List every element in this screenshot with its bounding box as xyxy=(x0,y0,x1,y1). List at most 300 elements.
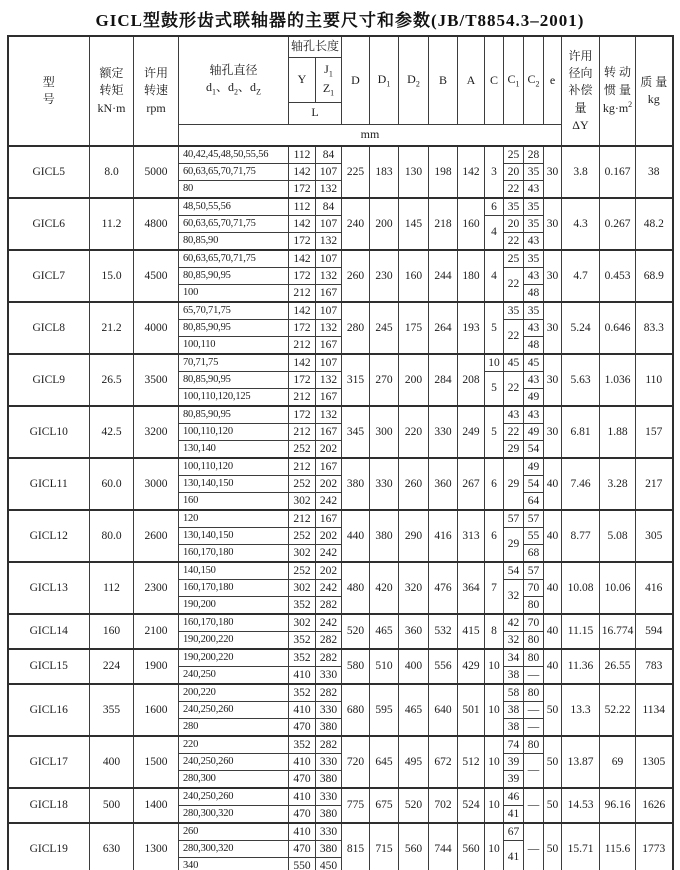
header-e: e xyxy=(544,36,562,124)
cell-length-Y: 172 xyxy=(289,372,316,389)
cell-C2: 68 xyxy=(524,545,544,563)
cell-D1: 715 xyxy=(370,823,399,870)
cell-C2: 43 xyxy=(524,372,544,389)
cell-moment-of-inertia: 96.16 xyxy=(600,788,636,823)
cell-rated-torque: 8.0 xyxy=(90,146,134,198)
cell-C: 4 xyxy=(485,216,504,251)
cell-length-Y: 252 xyxy=(289,476,316,493)
cell-C2: 48 xyxy=(524,337,544,355)
cell-e: 30 xyxy=(544,198,562,250)
cell-moment-of-inertia: 0.453 xyxy=(600,250,636,302)
cell-bore-diameters: 60,63,65,70,71,75 xyxy=(179,216,289,233)
cell-mass: 83.3 xyxy=(636,302,673,354)
cell-rated-torque: 500 xyxy=(90,788,134,823)
cell-D1: 300 xyxy=(370,406,399,458)
cell-bore-diameters: 65,70,71,75 xyxy=(179,302,289,320)
header-radial-compensation: 许用径向 补偿量 ΔY xyxy=(562,36,600,146)
cell-bore-diameters: 240,250,260 xyxy=(179,702,289,719)
cell-C2: 80 xyxy=(524,632,544,650)
cell-mass: 1626 xyxy=(636,788,673,823)
table-row xyxy=(8,788,673,806)
cell-C1: 22 xyxy=(504,268,524,303)
cell-permissible-speed: 1600 xyxy=(134,684,179,736)
cell-D2: 130 xyxy=(399,146,429,198)
cell-bore-diameters: 100,110 xyxy=(179,337,289,355)
table-row xyxy=(8,684,673,702)
cell-model: GICL10 xyxy=(8,406,90,458)
cell-length-J1Z1: 167 xyxy=(316,337,342,355)
cell-length-Y: 352 xyxy=(289,597,316,615)
header-bore-length: 轴孔长度 xyxy=(289,36,342,57)
cell-e: 30 xyxy=(544,250,562,302)
cell-length-J1Z1: 132 xyxy=(316,372,342,389)
table-row xyxy=(8,649,673,667)
header-C: C xyxy=(485,36,504,124)
cell-bore-diameters: 80,85,90 xyxy=(179,233,289,251)
header-B: B xyxy=(429,36,458,124)
cell-C2: — xyxy=(524,702,544,719)
cell-B: 360 xyxy=(429,458,458,510)
cell-mass: 594 xyxy=(636,614,673,649)
cell-length-J1Z1: 202 xyxy=(316,441,342,459)
cell-moment-of-inertia: 69 xyxy=(600,736,636,788)
cell-D: 240 xyxy=(342,198,370,250)
cell-bore-diameters: 280,300,320 xyxy=(179,806,289,824)
cell-C2: 70 xyxy=(524,614,544,632)
cell-D2: 200 xyxy=(399,354,429,406)
cell-length-J1Z1: 202 xyxy=(316,528,342,545)
cell-rated-torque: 400 xyxy=(90,736,134,788)
cell-C2: 45 xyxy=(524,354,544,372)
header-permissible-speed: 许用 转速 rpm xyxy=(134,36,179,146)
cell-e: 30 xyxy=(544,354,562,406)
cell-D2: 400 xyxy=(399,649,429,684)
cell-model: GICL16 xyxy=(8,684,90,736)
cell-length-Y: 470 xyxy=(289,841,316,858)
cell-C2: 35 xyxy=(524,164,544,181)
cell-rated-torque: 630 xyxy=(90,823,134,870)
cell-C2: 43 xyxy=(524,320,544,337)
cell-D2: 175 xyxy=(399,302,429,354)
cell-bore-diameters: 240,250,260 xyxy=(179,754,289,771)
cell-D1: 330 xyxy=(370,458,399,510)
cell-length-J1Z1: 107 xyxy=(316,164,342,181)
cell-C1: 32 xyxy=(504,632,524,650)
header-moment-of-inertia: 转 动 惯 量 $kg\cdot m^2$ xyxy=(600,36,636,146)
cell-permissible-speed: 4500 xyxy=(134,250,179,302)
cell-D1: 380 xyxy=(370,510,399,562)
header-rated-torque: 额定 转矩 kN·m xyxy=(90,36,134,146)
cell-C2: — xyxy=(524,719,544,737)
cell-length-J1Z1: 242 xyxy=(316,493,342,511)
cell-C2: 49 xyxy=(524,424,544,441)
table-row xyxy=(8,458,673,476)
header-row-1 xyxy=(8,36,673,57)
cell-length-J1Z1: 132 xyxy=(316,406,342,424)
cell-moment-of-inertia: 0.167 xyxy=(600,146,636,198)
cell-length-Y: 302 xyxy=(289,580,316,597)
header-length-J1Z1: $J_1$ $Z_1$ xyxy=(316,57,342,102)
cell-A: 429 xyxy=(458,649,485,684)
cell-bore-diameters: 80,85,90,95 xyxy=(179,406,289,424)
cell-model: GICL11 xyxy=(8,458,90,510)
cell-C2: 28 xyxy=(524,146,544,164)
cell-C2: 48 xyxy=(524,285,544,303)
cell-radial-compensation: 4.3 xyxy=(562,198,600,250)
cell-length-Y: 550 xyxy=(289,858,316,870)
cell-bore-diameters: 190,200,220 xyxy=(179,632,289,650)
cell-rated-torque: 80.0 xyxy=(90,510,134,562)
cell-radial-compensation: 8.77 xyxy=(562,510,600,562)
cell-C: 5 xyxy=(485,302,504,354)
cell-e: 40 xyxy=(544,614,562,649)
header-D1: $D_1$ xyxy=(370,36,399,124)
cell-e: 50 xyxy=(544,788,562,823)
cell-D2: 290 xyxy=(399,510,429,562)
cell-mass: 1305 xyxy=(636,736,673,788)
cell-D2: 360 xyxy=(399,614,429,649)
cell-e: 30 xyxy=(544,406,562,458)
cell-bore-diameters: 130,140 xyxy=(179,441,289,459)
cell-A: 267 xyxy=(458,458,485,510)
cell-length-J1Z1: 132 xyxy=(316,320,342,337)
cell-e: 30 xyxy=(544,302,562,354)
cell-length-Y: 172 xyxy=(289,233,316,251)
cell-length-J1Z1: 282 xyxy=(316,736,342,754)
cell-C2: — xyxy=(524,754,544,789)
cell-C2: 35 xyxy=(524,198,544,216)
cell-permissible-speed: 1500 xyxy=(134,736,179,788)
cell-A: 180 xyxy=(458,250,485,302)
cell-length-Y: 352 xyxy=(289,649,316,667)
cell-A: 415 xyxy=(458,614,485,649)
cell-length-J1Z1: 107 xyxy=(316,216,342,233)
cell-rated-torque: 11.2 xyxy=(90,198,134,250)
cell-length-J1Z1: 330 xyxy=(316,667,342,685)
cell-C: 5 xyxy=(485,372,504,407)
cell-D: 815 xyxy=(342,823,370,870)
cell-C2: 43 xyxy=(524,268,544,285)
cell-B: 744 xyxy=(429,823,458,870)
cell-mass: 110 xyxy=(636,354,673,406)
table-body xyxy=(8,146,673,870)
cell-bore-diameters: 120 xyxy=(179,510,289,528)
cell-C1: 41 xyxy=(504,806,524,824)
cell-B: 702 xyxy=(429,788,458,823)
cell-C1: 38 xyxy=(504,667,524,685)
header-length-Y: Y xyxy=(289,57,316,102)
cell-bore-diameters: 100,110,120,125 xyxy=(179,389,289,407)
cell-length-Y: 212 xyxy=(289,424,316,441)
cell-C1: 42 xyxy=(504,614,524,632)
cell-C: 6 xyxy=(485,510,504,562)
cell-permissible-speed: 2600 xyxy=(134,510,179,562)
cell-length-Y: 470 xyxy=(289,719,316,737)
cell-e: 40 xyxy=(544,458,562,510)
cell-length-Y: 252 xyxy=(289,528,316,545)
header-length-L: L xyxy=(289,102,342,124)
cell-C2: 70 xyxy=(524,580,544,597)
cell-mass: 217 xyxy=(636,458,673,510)
cell-length-J1Z1: 242 xyxy=(316,545,342,563)
cell-model: GICL7 xyxy=(8,250,90,302)
cell-length-Y: 112 xyxy=(289,198,316,216)
header-C1: $C_1$ xyxy=(504,36,524,124)
cell-length-J1Z1: 330 xyxy=(316,823,342,841)
cell-permissible-speed: 3200 xyxy=(134,406,179,458)
cell-C: 3 xyxy=(485,146,504,198)
cell-length-J1Z1: 380 xyxy=(316,771,342,789)
cell-radial-compensation: 13.87 xyxy=(562,736,600,788)
cell-C2: — xyxy=(524,667,544,685)
cell-A: 160 xyxy=(458,198,485,250)
cell-bore-diameters: 40,42,45,48,50,55,56 xyxy=(179,146,289,164)
cell-D: 315 xyxy=(342,354,370,406)
cell-e: 40 xyxy=(544,562,562,614)
cell-moment-of-inertia: 10.06 xyxy=(600,562,636,614)
cell-model: GICL6 xyxy=(8,198,90,250)
cell-C1: 20 xyxy=(504,216,524,233)
header-D: D xyxy=(342,36,370,124)
cell-length-Y: 302 xyxy=(289,493,316,511)
cell-permissible-speed: 1300 xyxy=(134,823,179,870)
cell-C: 6 xyxy=(485,198,504,216)
cell-moment-of-inertia: 0.646 xyxy=(600,302,636,354)
cell-C2: 43 xyxy=(524,406,544,424)
cell-A: 501 xyxy=(458,684,485,736)
cell-permissible-speed: 4000 xyxy=(134,302,179,354)
cell-permissible-speed: 1400 xyxy=(134,788,179,823)
cell-model: GICL12 xyxy=(8,510,90,562)
cell-length-Y: 410 xyxy=(289,702,316,719)
cell-C2: 43 xyxy=(524,181,544,199)
cell-length-J1Z1: 282 xyxy=(316,649,342,667)
cell-length-Y: 410 xyxy=(289,788,316,806)
cell-D2: 160 xyxy=(399,250,429,302)
cell-D2: 520 xyxy=(399,788,429,823)
cell-C2: 57 xyxy=(524,510,544,528)
cell-C2: 35 xyxy=(524,250,544,268)
cell-mass: 783 xyxy=(636,649,673,684)
cell-length-J1Z1: 242 xyxy=(316,580,342,597)
cell-D: 260 xyxy=(342,250,370,302)
cell-D2: 320 xyxy=(399,562,429,614)
cell-C2: — xyxy=(524,788,544,823)
cell-moment-of-inertia: 26.55 xyxy=(600,649,636,684)
cell-length-J1Z1: 132 xyxy=(316,233,342,251)
cell-C1: 58 xyxy=(504,684,524,702)
cell-B: 532 xyxy=(429,614,458,649)
cell-radial-compensation: 5.63 xyxy=(562,354,600,406)
cell-B: 264 xyxy=(429,302,458,354)
cell-C2: 35 xyxy=(524,216,544,233)
cell-D1: 675 xyxy=(370,788,399,823)
cell-length-J1Z1: 202 xyxy=(316,562,342,580)
cell-C2: 64 xyxy=(524,493,544,511)
cell-mass: 1134 xyxy=(636,684,673,736)
cell-C2: 49 xyxy=(524,389,544,407)
cell-C1: 32 xyxy=(504,580,524,615)
cell-D1: 510 xyxy=(370,649,399,684)
cell-bore-diameters: 190,200,220 xyxy=(179,649,289,667)
cell-bore-diameters: 80,85,90,95 xyxy=(179,372,289,389)
cell-bore-diameters: 48,50,55,56 xyxy=(179,198,289,216)
cell-D: 580 xyxy=(342,649,370,684)
cell-length-Y: 302 xyxy=(289,545,316,563)
cell-model: GICL13 xyxy=(8,562,90,614)
header-mass: 质 量 kg xyxy=(636,36,673,146)
cell-B: 416 xyxy=(429,510,458,562)
cell-C2: — xyxy=(524,823,544,870)
table-row xyxy=(8,614,673,632)
cell-length-Y: 142 xyxy=(289,164,316,181)
cell-radial-compensation: 10.08 xyxy=(562,562,600,614)
table-row xyxy=(8,198,673,216)
cell-C: 5 xyxy=(485,406,504,458)
cell-C1: 20 xyxy=(504,164,524,181)
cell-C: 10 xyxy=(485,684,504,736)
cell-C1: 25 xyxy=(504,146,524,164)
cell-bore-diameters: 60,63,65,70,71,75 xyxy=(179,250,289,268)
cell-e: 50 xyxy=(544,684,562,736)
cell-D1: 245 xyxy=(370,302,399,354)
cell-length-J1Z1: 132 xyxy=(316,181,342,199)
cell-length-Y: 172 xyxy=(289,320,316,337)
cell-C: 6 xyxy=(485,458,504,510)
cell-bore-diameters: 80,85,90,95 xyxy=(179,320,289,337)
cell-C1: 67 xyxy=(504,823,524,841)
cell-A: 313 xyxy=(458,510,485,562)
cell-bore-diameters: 130,140,150 xyxy=(179,476,289,493)
cell-bore-diameters: 240,250 xyxy=(179,667,289,685)
cell-C1: 74 xyxy=(504,736,524,754)
cell-length-J1Z1: 330 xyxy=(316,702,342,719)
cell-bore-diameters: 220 xyxy=(179,736,289,754)
cell-C: 10 xyxy=(485,649,504,684)
cell-length-Y: 410 xyxy=(289,754,316,771)
cell-B: 640 xyxy=(429,684,458,736)
cell-D2: 260 xyxy=(399,458,429,510)
header-D2: $D_2$ xyxy=(399,36,429,124)
cell-moment-of-inertia: 52.22 xyxy=(600,684,636,736)
cell-C2: 54 xyxy=(524,476,544,493)
cell-B: 672 xyxy=(429,736,458,788)
cell-C1: 46 xyxy=(504,788,524,806)
cell-length-J1Z1: 330 xyxy=(316,788,342,806)
cell-length-Y: 212 xyxy=(289,285,316,303)
cell-C2: 57 xyxy=(524,562,544,580)
table-header xyxy=(8,36,673,146)
cell-C1: 22 xyxy=(504,233,524,251)
cell-length-Y: 172 xyxy=(289,268,316,285)
cell-length-J1Z1: 167 xyxy=(316,458,342,476)
cell-C2: 35 xyxy=(524,302,544,320)
cell-model: GICL17 xyxy=(8,736,90,788)
cell-C2: 80 xyxy=(524,597,544,615)
cell-D1: 595 xyxy=(370,684,399,736)
cell-permissible-speed: 3500 xyxy=(134,354,179,406)
cell-length-Y: 142 xyxy=(289,354,316,372)
cell-rated-torque: 21.2 xyxy=(90,302,134,354)
cell-radial-compensation: 3.8 xyxy=(562,146,600,198)
cell-A: 364 xyxy=(458,562,485,614)
cell-radial-compensation: 15.71 xyxy=(562,823,600,870)
cell-C2: 55 xyxy=(524,528,544,545)
cell-B: 198 xyxy=(429,146,458,198)
cell-C: 10 xyxy=(485,354,504,372)
cell-length-Y: 212 xyxy=(289,458,316,476)
cell-rated-torque: 355 xyxy=(90,684,134,736)
cell-length-J1Z1: 450 xyxy=(316,858,342,870)
cell-moment-of-inertia: 0.267 xyxy=(600,198,636,250)
cell-bore-diameters: 60,63,65,70,71,75 xyxy=(179,164,289,181)
cell-C1: 22 xyxy=(504,320,524,355)
cell-D2: 145 xyxy=(399,198,429,250)
cell-bore-diameters: 70,71,75 xyxy=(179,354,289,372)
cell-bore-diameters: 260 xyxy=(179,823,289,841)
cell-C1: 41 xyxy=(504,841,524,870)
cell-model: GICL15 xyxy=(8,649,90,684)
table-row xyxy=(8,736,673,754)
cell-model: GICL19 xyxy=(8,823,90,870)
cell-length-Y: 470 xyxy=(289,771,316,789)
table-row xyxy=(8,562,673,580)
cell-length-Y: 252 xyxy=(289,562,316,580)
cell-length-J1Z1: 107 xyxy=(316,354,342,372)
cell-rated-torque: 42.5 xyxy=(90,406,134,458)
cell-bore-diameters: 80,85,90,95 xyxy=(179,268,289,285)
cell-C2: 80 xyxy=(524,649,544,667)
cell-length-Y: 352 xyxy=(289,736,316,754)
cell-length-Y: 212 xyxy=(289,389,316,407)
cell-radial-compensation: 7.46 xyxy=(562,458,600,510)
cell-C2: 49 xyxy=(524,458,544,476)
cell-C1: 39 xyxy=(504,771,524,789)
cell-length-J1Z1: 282 xyxy=(316,597,342,615)
cell-mass: 157 xyxy=(636,406,673,458)
cell-length-J1Z1: 167 xyxy=(316,510,342,528)
cell-length-Y: 172 xyxy=(289,181,316,199)
cell-C1: 54 xyxy=(504,562,524,580)
cell-D: 480 xyxy=(342,562,370,614)
cell-permissible-speed: 2300 xyxy=(134,562,179,614)
cell-C1: 35 xyxy=(504,302,524,320)
cell-bore-diameters: 190,200 xyxy=(179,597,289,615)
cell-length-J1Z1: 380 xyxy=(316,719,342,737)
cell-bore-diameters: 100 xyxy=(179,285,289,303)
cell-C1: 39 xyxy=(504,754,524,771)
cell-radial-compensation: 11.36 xyxy=(562,649,600,684)
cell-C: 7 xyxy=(485,562,504,614)
cell-C1: 22 xyxy=(504,372,524,407)
cell-B: 218 xyxy=(429,198,458,250)
cell-bore-diameters: 280 xyxy=(179,719,289,737)
cell-A: 193 xyxy=(458,302,485,354)
cell-mass: 305 xyxy=(636,510,673,562)
cell-bore-diameters: 200,220 xyxy=(179,684,289,702)
cell-A: 249 xyxy=(458,406,485,458)
cell-mass: 48.2 xyxy=(636,198,673,250)
cell-length-J1Z1: 242 xyxy=(316,614,342,632)
cell-permissible-speed: 4800 xyxy=(134,198,179,250)
cell-length-J1Z1: 132 xyxy=(316,268,342,285)
cell-permissible-speed: 2100 xyxy=(134,614,179,649)
cell-moment-of-inertia: 16.774 xyxy=(600,614,636,649)
cell-A: 142 xyxy=(458,146,485,198)
cell-bore-diameters: 160 xyxy=(179,493,289,511)
cell-A: 524 xyxy=(458,788,485,823)
cell-radial-compensation: 14.53 xyxy=(562,788,600,823)
